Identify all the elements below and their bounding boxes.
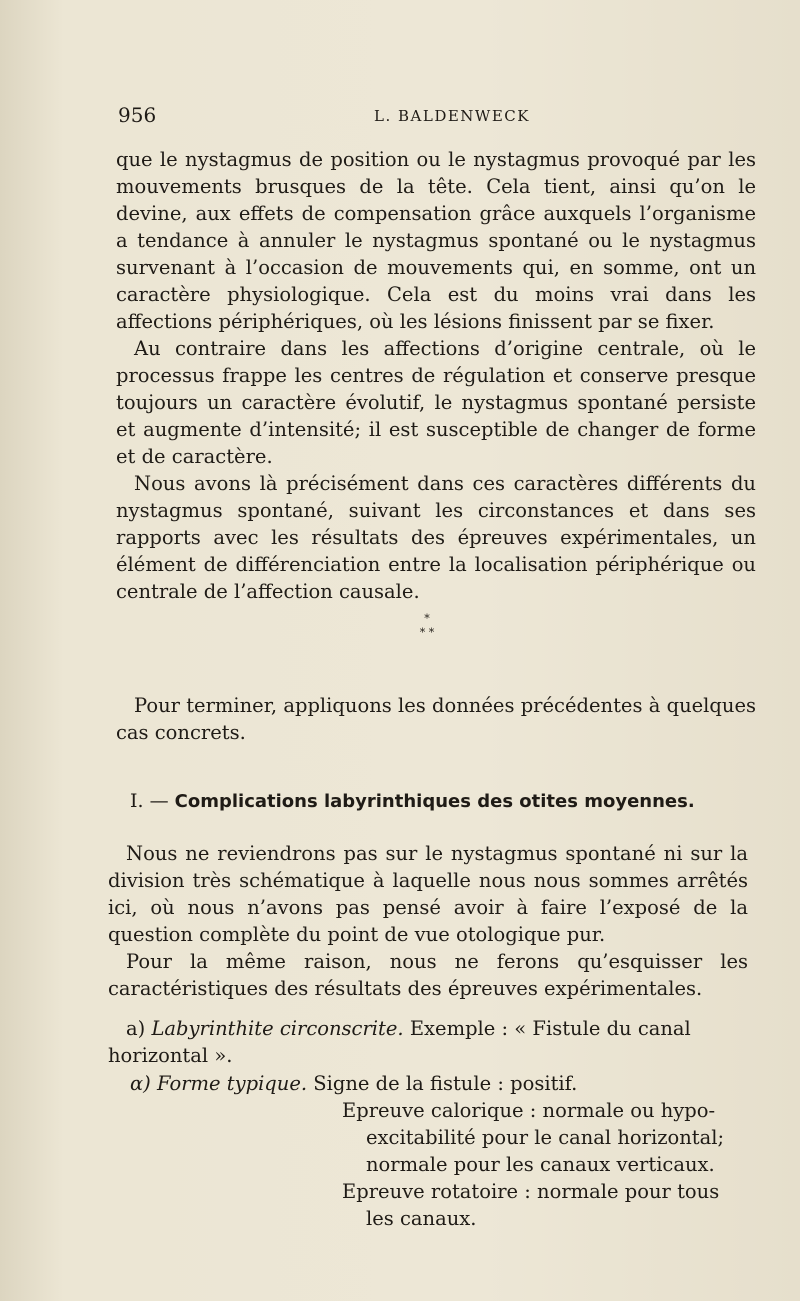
sub-item-alpha bbox=[130, 1070, 750, 1232]
paragraph: Pour la même raison, nous ne ferons qu’esquisser les caractéristiques des résultats des épreuves expérimentales. bbox=[108, 950, 748, 1000]
paragraph: Nous ne reviendrons pas sur le nystagmus spontané ni sur la division très schématique à laquelle nous nous sommes arrêtés ici, où nous n’avons pas pensé avoir à faire l’exposé de la question complète du point de vue otologique pur. bbox=[108, 842, 748, 946]
paragraph: Au contraire dans les affections d’origine centrale, où le processus frappe les centres de régulation et conserve presque toujours un caractère évolutif, le nystagmus spontané persiste et augmente d’intensité; il est susceptible de changer de forme et de caractère. bbox=[116, 337, 756, 468]
separator-star-top: * bbox=[424, 612, 430, 625]
paragraph: que le nystagmus de position ou le nystagmus provoqué par les mouvements brusques de la tête. Cela tient, ainsi qu’on le devine, aux effets de compensation grâce auxquels l’organisme a tendance à annuler le nystagmus spontané ou le nystagmus survenant à l’occasion de mouvements qui, en somme, ont un caractère physiologique. Cela est du moins vrai dans les affections périphériques, où les lésions finissent par se fixer. bbox=[116, 148, 756, 333]
page-header bbox=[112, 103, 752, 133]
separator-stars-bottom: * * bbox=[419, 626, 435, 639]
list-item-a bbox=[108, 1015, 748, 1069]
paragraph: Nous avons là précisément dans ces caractères différents du nystagmus spontané, suivant les circonstances et dans ses rapports avec les résultats des épreuves expérimentales, un élément de différenciation entre la localisation périphérique ou centrale de l’affection causale. bbox=[116, 472, 756, 603]
subitem-line: Epreuve rotatoire : normale pour tous bbox=[342, 1180, 720, 1203]
subitem-line: normale pour les canaux verticaux. bbox=[366, 1153, 715, 1176]
item-title: Labyrinthite circonscrite. bbox=[151, 1017, 404, 1040]
intro-paragraph: Pour terminer, appliquons les données précédentes à quelques cas concrets. bbox=[116, 694, 756, 744]
page-number: 956 bbox=[118, 103, 157, 127]
item-label: a) bbox=[126, 1017, 146, 1040]
section-heading bbox=[130, 790, 695, 812]
running-title: L. BALDENWECK bbox=[374, 107, 530, 125]
section-separator bbox=[412, 612, 442, 640]
body-text-top bbox=[116, 146, 756, 605]
subitem-line: excitabilité pour le canal horizontal; bbox=[366, 1126, 725, 1149]
subitem-line: les canaux. bbox=[366, 1207, 477, 1230]
item-text: Exemple : « Fistule du canal horizontal ». bbox=[108, 1017, 691, 1067]
intro-block bbox=[116, 692, 756, 746]
section-body bbox=[108, 840, 748, 1002]
subitem-line: Epreuve calorique : normale ou hypo- bbox=[342, 1099, 716, 1122]
subitem-title: Forme typique. bbox=[156, 1072, 308, 1095]
section-number: I. — bbox=[130, 790, 169, 812]
subitem-line: Signe de la fistule : positif. bbox=[313, 1072, 578, 1095]
section-title: Complications labyrinthiques des otites moyennes. bbox=[174, 791, 695, 812]
subitem-label: α) bbox=[130, 1072, 151, 1095]
